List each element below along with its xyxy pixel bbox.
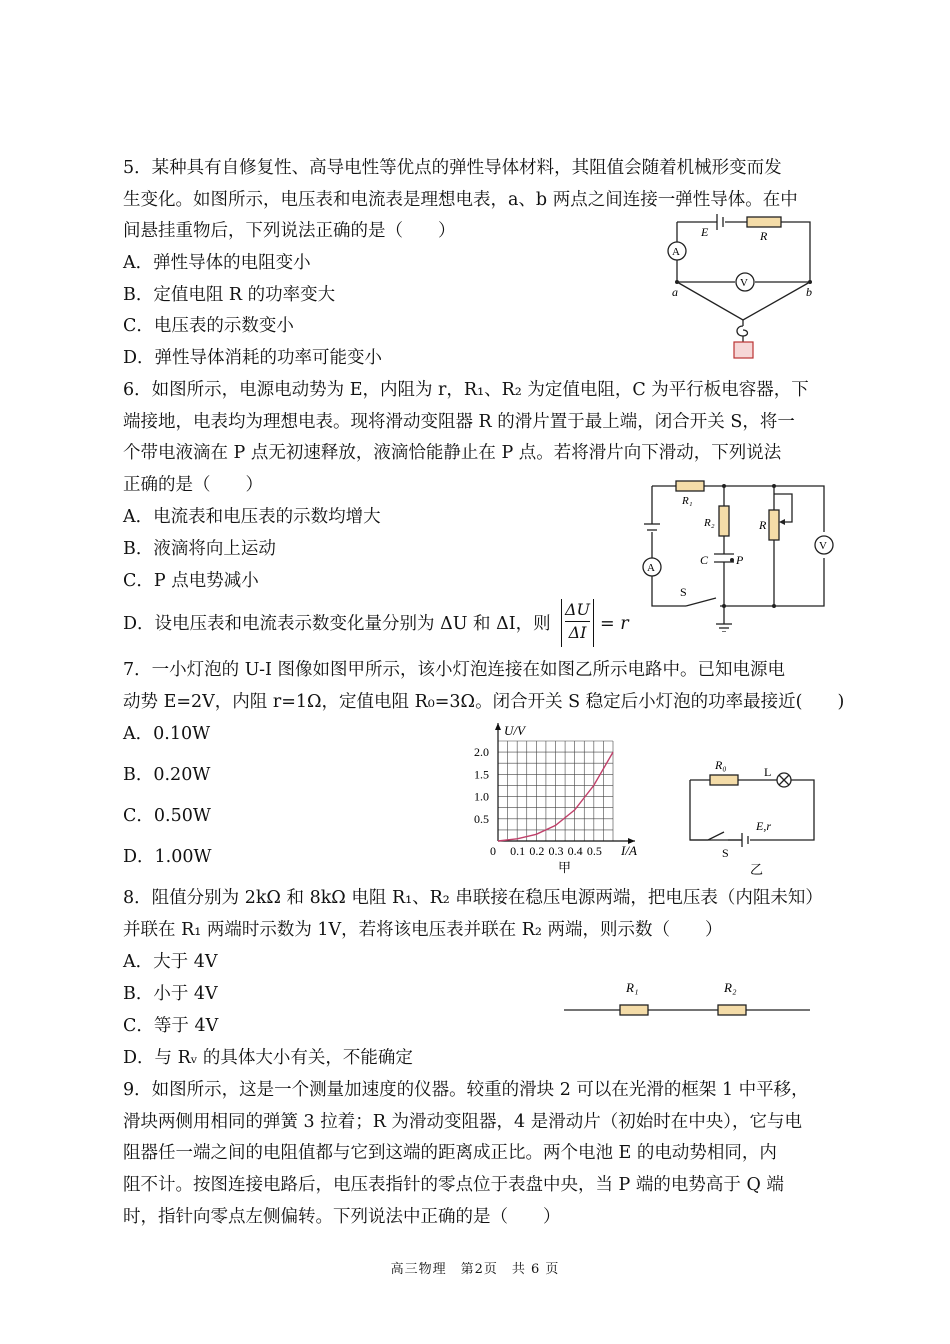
x-tick-label: 0.3 bbox=[548, 844, 564, 858]
page-footer: 高三物理 第2页 共 6 页 bbox=[390, 1262, 560, 1277]
q6-line-1: 6．如图所示，电源电动势为 E，内阻为 r，R₁、R₂ 为定值电阻，C 为平行板电容器，下 bbox=[123, 380, 809, 400]
q8-label-r1: R₁ bbox=[626, 980, 639, 995]
q6-frac-den: ΔI bbox=[568, 623, 587, 642]
q6-fig-label-p: P bbox=[736, 553, 744, 567]
q9-line-2: 滑块两侧用相同的弹簧 3 拉着；R 为滑动变阻器，4 是滑动片（初始时在中央），它与电 bbox=[123, 1112, 802, 1132]
q5-circuit-diagram bbox=[655, 210, 835, 365]
q5-option-d: D．弹性导体消耗的功率可能变小 bbox=[123, 348, 383, 368]
q7-yi-label-r0: R₀ bbox=[715, 758, 727, 772]
q6-option-a: A．电流表和电压表的示数均增大 bbox=[123, 507, 381, 527]
q5-voltmeter-label: V bbox=[740, 277, 748, 289]
q7-option-a: A．0.10W bbox=[123, 724, 211, 744]
q5-option-a: A．弹性导体的电阻变小 bbox=[123, 253, 311, 273]
x-tick-label: 0.5 bbox=[586, 844, 602, 858]
q5-fig-label-a: a bbox=[672, 285, 678, 299]
q6-fig-label-c: C bbox=[700, 553, 709, 567]
q8-series-resistors bbox=[560, 972, 815, 1022]
q5-line-1: 5．某种具有自修复性、高导电性等优点的弹性导体材料，其阻值会随着机械形变而发 bbox=[123, 158, 782, 178]
q5-fig-label-b: b bbox=[806, 285, 812, 299]
q7-yi-label-s: S bbox=[722, 846, 729, 860]
q7-option-c: C．0.50W bbox=[123, 806, 211, 826]
y-axis-arrow bbox=[495, 723, 501, 730]
q6-circuit-diagram bbox=[636, 474, 841, 632]
q5-fig-label-r: R bbox=[760, 229, 768, 243]
q6-fig-label-r: R bbox=[759, 518, 767, 532]
y-tick-label: 1.0 bbox=[474, 789, 489, 804]
q8-option-a: A．大于 4V bbox=[123, 952, 218, 972]
q5-line-3: 间悬挂重物后，下列说法正确的是（ ） bbox=[123, 221, 456, 241]
q6-fig-label-s: S bbox=[680, 585, 687, 599]
q7-yi-label-er: E,r bbox=[756, 819, 771, 833]
q7-option-b: B．0.20W bbox=[123, 765, 211, 785]
q9-line-5: 时，指针向零点左侧偏转。下列说法中正确的是（ ） bbox=[123, 1207, 561, 1227]
q7-line-1: 7．一小灯泡的 U-I 图像如图甲所示，该小灯泡连接在如图乙所示电路中。已知电源电 bbox=[123, 660, 786, 680]
q6-line-3: 个带电液滴在 P 点无初速释放，液滴恰能静止在 P 点。若将滑片向下滑动，下列说法 bbox=[123, 443, 782, 463]
q8-line-1: 8．阻值分别为 2kΩ 和 8kΩ 电阻 R₁、R₂ 串联接在稳压电源两端，把电压表（内阻未知） bbox=[123, 888, 823, 908]
chart-y-axis-label: U/V bbox=[504, 723, 525, 738]
q7-ui-graph bbox=[468, 716, 658, 876]
q6-ammeter-label: A bbox=[647, 562, 655, 574]
q6-abs-fraction bbox=[561, 599, 594, 647]
q6-frac-num: ΔU bbox=[565, 599, 590, 622]
y-tick-label: 2.0 bbox=[474, 745, 489, 760]
q8-option-b: B．小于 4V bbox=[123, 984, 218, 1004]
chart-x-axis-label: I/A bbox=[621, 843, 637, 858]
q6-option-c: C．P 点电势减小 bbox=[123, 571, 259, 591]
q8-option-d: D．与 Rᵥ 的具体大小有关，不能确定 bbox=[123, 1048, 413, 1068]
q5-option-c: C．电压表的示数变小 bbox=[123, 316, 294, 336]
y-tick-label: 1.5 bbox=[474, 767, 489, 782]
q5-fig-label-e: E bbox=[701, 225, 709, 239]
q5-line-2: 生变化。如图所示，电压表和电流表是理想电表，a、b 两点之间连接一弹性导体。在中 bbox=[123, 190, 798, 210]
q7-fig-caption-jia: 甲 bbox=[558, 860, 572, 875]
q7-yi-label-l: L bbox=[764, 765, 772, 779]
y-tick-label: 0.5 bbox=[474, 811, 489, 826]
q9-line-3: 阻器任一端之间的电阻值都与它到这端的距离成正比。两个电池 E 的电动势相同，内 bbox=[123, 1143, 777, 1163]
q6-option-d bbox=[123, 612, 551, 636]
x-tick-label: 0.4 bbox=[567, 844, 583, 858]
q7-fig-caption-yi: 乙 bbox=[750, 862, 764, 877]
q5-option-b: B．定值电阻 R 的功率变大 bbox=[123, 285, 336, 305]
q7-line-2: 动势 E=2V，内阻 r=1Ω，定值电阻 R₀=3Ω。闭合开关 S 稳定后小灯泡的功率最接近( ) bbox=[123, 692, 845, 712]
q6-line-4: 正确的是（ ） bbox=[123, 475, 263, 495]
q6-voltmeter-label: V bbox=[819, 540, 827, 552]
q6-fig-label-r2: R₂ bbox=[704, 517, 715, 529]
q9-line-4: 阻不计。按图连接电路后，电压表指针的零点位于表盘中央，当 P 端的电势高于 Q 端 bbox=[123, 1175, 784, 1195]
q6-option-b: B．液滴将向上运动 bbox=[123, 539, 276, 559]
q6-fig-label-r1: R₁ bbox=[682, 495, 693, 507]
q7-option-d: D．1.00W bbox=[123, 847, 212, 867]
q7-circuit-yi bbox=[680, 752, 825, 877]
x-tick-label: 0.1 bbox=[510, 844, 526, 858]
q6-frac-rhs: = r bbox=[600, 614, 629, 634]
q8-line-2: 并联在 R₁ 两端时示数为 1V，若将该电压表并联在 R₂ 两端，则示数（ ） bbox=[123, 920, 723, 940]
x-tick-label: 0 bbox=[490, 844, 496, 858]
q9-line-1: 9．如图所示，这是一个测量加速度的仪器。较重的滑块 2 可以在光滑的框架 1 中平移， bbox=[123, 1080, 809, 1100]
q5-ammeter-label: A bbox=[672, 246, 680, 258]
q6-line-2: 端接地，电表均为理想电表。现将滑动变阻器 R 的滑片置于最上端，闭合开关 S，将一 bbox=[123, 412, 795, 432]
q6-option-d-text: D．设电压表和电流表示数变化量分别为 ΔU 和 ΔI，则 bbox=[123, 614, 551, 634]
x-tick-label: 0.2 bbox=[529, 844, 545, 858]
q8-option-c: C．等于 4V bbox=[123, 1016, 219, 1036]
q8-label-r2: R₂ bbox=[724, 980, 737, 995]
